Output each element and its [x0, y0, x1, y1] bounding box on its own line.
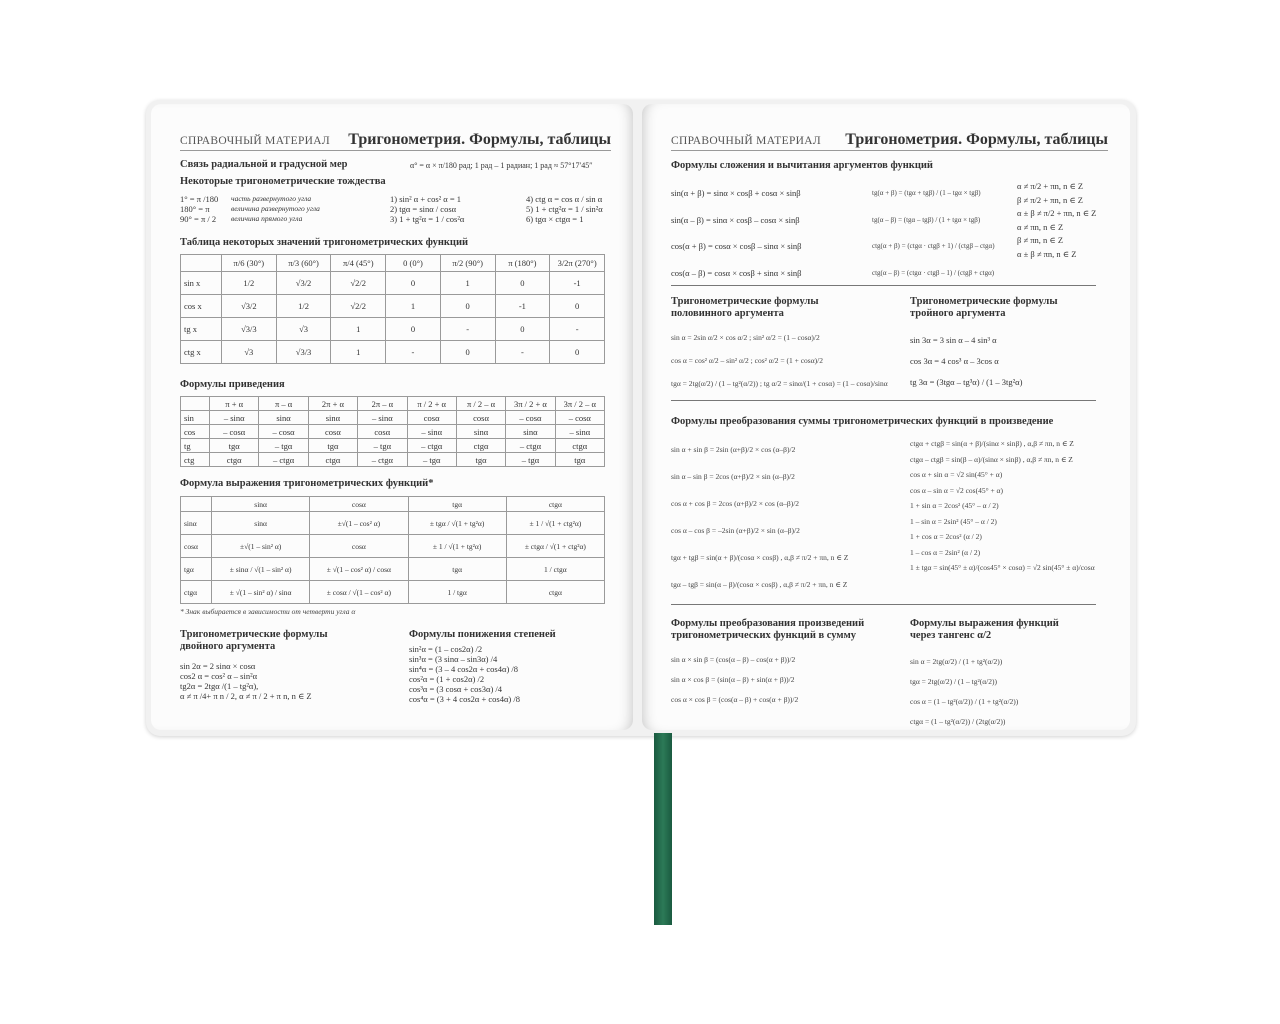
table-cell: 1 — [331, 341, 386, 364]
radian-heading: Связь радиальной и градусной мер — [180, 159, 348, 170]
table-cell: π (180°) — [495, 255, 550, 272]
product-sum-heading: Формулы преобразования произведений тригонометрических функций в сумму — [671, 618, 865, 641]
table-cell: sinα — [506, 425, 555, 439]
table-row-header: tgα — [181, 558, 212, 581]
identities-col3: 1) sin² α + cos² α = 1 2) tgα = sinα / cosα 3) 1 + tg²α = 1 / cos²α — [390, 194, 465, 224]
table-cell: √2/2 — [331, 295, 386, 318]
table-row — [181, 272, 605, 295]
table-row — [181, 535, 605, 558]
table-row-header — [181, 397, 210, 411]
left-page — [151, 104, 633, 730]
table-cell: – sinα — [210, 411, 259, 425]
table-cell: 0 — [550, 341, 605, 364]
table-row-header: cos — [181, 425, 210, 439]
table-cell: sinα — [456, 425, 505, 439]
table-cell: 1 — [331, 318, 386, 341]
table-header-row — [181, 255, 605, 272]
table-cell: – ctgα — [407, 439, 456, 453]
table-row-header: cos x — [181, 295, 222, 318]
addition-sin-cos: sin(α + β) = sinα × cosβ + cosα × sinβ sin(α – β) = sinα × cosβ – cosα × sinβ cos(α + β) = cosα × cosβ – sinα × sinβ cos(α – β) = cosα × cosβ + sinα × sinβ — [671, 188, 802, 278]
addition-heading: Формулы сложения и вычитания аргументов функций — [671, 160, 933, 171]
section-kind: СПРАВОЧНЫЙ МАТЕРИАЛ — [180, 135, 330, 147]
triple-formulas: sin 3α = 3 sin α – 4 sin³ α cos 3α = 4 cos³ α – 3cos α tg 3α = (3tgα – tg³α) / (1 – 3tg²α) — [910, 335, 1023, 387]
table-row — [181, 439, 605, 453]
table-cell: 0 — [440, 295, 495, 318]
table-row-header: sin x — [181, 272, 222, 295]
table-cell: ±√(1 – sin² α) — [212, 535, 310, 558]
half-heading: Тригонометрические формулы половинного аргумента — [671, 296, 819, 319]
triple-heading: Тригонометрические формулы тройного аргумента — [910, 296, 1058, 319]
power-heading: Формулы понижения степеней — [409, 629, 556, 640]
table-cell: – sinα — [358, 411, 407, 425]
table-cell: – cosα — [210, 425, 259, 439]
table-cell: π / 2 – α — [456, 397, 505, 411]
table-cell: tgα — [408, 558, 506, 581]
right-page — [642, 104, 1130, 730]
table-cell: -1 — [495, 295, 550, 318]
table-cell: ctgα — [555, 439, 604, 453]
table-cell: ±√(1 – cos² α) — [310, 512, 408, 535]
product-sum-formulas: sin α × sin β = (cos(α – β) – cos(α + β))/2 sin α × cos β = (sin(α – β) + sin(α + β))/2 cos α × cos β = (cos(α – β) + cos(α + β))/2 — [671, 655, 799, 704]
table-cell: π/3 (60°) — [276, 255, 331, 272]
table-row — [181, 318, 605, 341]
table-cell: ± √(1 – cos² α) / cosα — [310, 558, 408, 581]
table-cell: ± √(1 – sin² α) / sinα — [212, 581, 310, 604]
double-formulas: sin 2α = 2 sinα × cosα cos2 α = cos² α – sin²α tg2α = 2tgα /(1 – tg²α), α ≠ π /4+ π n / 2, α ≠ π / 2 + π n, n ∈ Z — [180, 661, 312, 701]
table-cell: ± 1 / √(1 + tg²α) — [408, 535, 506, 558]
table-row — [181, 425, 605, 439]
table-cell: - — [440, 318, 495, 341]
table-row-header: tg x — [181, 318, 222, 341]
reduction-heading: Формулы приведения — [180, 379, 285, 390]
table-cell: cosα — [308, 425, 357, 439]
table-cell: π/2 (90°) — [440, 255, 495, 272]
table-cell: ctgα — [506, 497, 604, 512]
table-row-header: ctg x — [181, 341, 222, 364]
table-row-header — [181, 497, 212, 512]
table-cell: – cosα — [506, 411, 555, 425]
reduction-table — [180, 396, 605, 467]
table-cell: – ctgα — [259, 453, 308, 467]
table-cell: √2/2 — [331, 272, 386, 295]
section-divider — [671, 604, 1096, 605]
table-cell: ± cosα / √(1 – cos² α) — [310, 581, 408, 604]
table-row — [181, 295, 605, 318]
table-cell: ctgα — [308, 453, 357, 467]
tangent-half-heading: Формулы выражения функций через тангенс α/2 — [910, 618, 1059, 641]
table-cell: – cosα — [259, 425, 308, 439]
table-cell: √3/2 — [222, 295, 277, 318]
table-cell: π + α — [210, 397, 259, 411]
double-heading: Тригонометрические формулы двойного аргумента — [180, 629, 328, 652]
table-cell: cosα — [358, 425, 407, 439]
table-row-header: sinα — [181, 512, 212, 535]
table-row-header: tg — [181, 439, 210, 453]
table-cell: 0 — [495, 318, 550, 341]
table-cell: cosα — [310, 535, 408, 558]
values-table — [180, 254, 605, 364]
ribbon-bookmark — [654, 733, 672, 925]
addition-tg-ctg: tg(α + β) = (tgα + tgβ) / (1 – tgα × tgβ) tg(α – β) = (tgα – tgβ) / (1 + tgα × tgβ) ctg(α + β) = (ctgα · ctgβ + 1) / (ctgβ – ctgα) ctg(α – β) = (ctgα · ctgβ – 1) / (ctgβ + ctgα) — [872, 189, 995, 277]
table-cell: – sinα — [407, 425, 456, 439]
identities-heading: Некоторые тригонометрические тождества — [180, 176, 386, 187]
table-cell: cosα — [310, 497, 408, 512]
table-cell: tgα — [408, 497, 506, 512]
table-cell: π/6 (30°) — [222, 255, 277, 272]
expression-table — [180, 496, 605, 604]
table-cell: tgα — [456, 453, 505, 467]
table-row — [181, 581, 605, 604]
table-cell: 1/2 — [276, 295, 331, 318]
table-cell: π / 2 + α — [407, 397, 456, 411]
power-formulas: sin²α = (1 – cos2α) /2 sin³α = (3 sinα – sin3α) /4 sin⁴α = (3 – 4 cos2α + cos4α) /8 cos²α = (1 + cos2α) /2 cos³α = (3 cosα + cos3α) /4 cos⁴α = (3 + 4 cos2α + cos4α) /8 — [409, 644, 520, 704]
table-cell: 0 — [440, 341, 495, 364]
table-row-header: cosα — [181, 535, 212, 558]
table-row-header — [181, 255, 222, 272]
table-header-row — [181, 497, 605, 512]
table-cell: ± sinα / √(1 – sin² α) — [212, 558, 310, 581]
table-cell: 0 — [495, 272, 550, 295]
table-cell: cosα — [407, 411, 456, 425]
table-row-header: ctg — [181, 453, 210, 467]
table-cell: – sinα — [555, 425, 604, 439]
table-cell: π/4 (45°) — [331, 255, 386, 272]
table-cell: 0 — [386, 318, 441, 341]
table-cell: sinα — [308, 411, 357, 425]
page-title: Тригонометрия. Формулы, таблицы — [348, 131, 611, 148]
table-cell: – ctgα — [358, 453, 407, 467]
identities-col1: 1° = π /180 180° = π 90° = π / 2 — [180, 194, 219, 224]
table-cell: 1/2 — [222, 272, 277, 295]
table-cell: cosα — [456, 411, 505, 425]
section-divider — [671, 400, 1096, 401]
table-cell: - — [386, 341, 441, 364]
table-cell: 1 / tgα — [408, 581, 506, 604]
table-row — [181, 453, 605, 467]
table-cell: ± tgα / √(1 + tg²α) — [408, 512, 506, 535]
table-row-header: sin — [181, 411, 210, 425]
identities-col2: часть развернутого угла величина развернутого угла величина прямого угла — [231, 194, 320, 223]
table-cell: √3 — [276, 318, 331, 341]
table-row — [181, 512, 605, 535]
table-cell: -1 — [550, 272, 605, 295]
table-cell: ± 1 / √(1 + ctg²α) — [506, 512, 604, 535]
table-cell: 1 — [386, 295, 441, 318]
table-cell: - — [495, 341, 550, 364]
right-page-header — [671, 128, 1108, 151]
table-cell: 2π + α — [308, 397, 357, 411]
table-cell: sinα — [212, 497, 310, 512]
table-cell: 1 / ctgα — [506, 558, 604, 581]
table-cell: ± ctgα / √(1 + ctg²α) — [506, 535, 604, 558]
table-header-row — [181, 397, 605, 411]
sum-product-heading: Формулы преобразования суммы тригонометрических функций в произведение — [671, 416, 1054, 427]
section-divider — [671, 285, 1096, 286]
table-cell: π – α — [259, 397, 308, 411]
table-cell: 0 — [550, 295, 605, 318]
open-notebook — [146, 100, 1136, 736]
table-cell: – tgα — [259, 439, 308, 453]
table-row-header: ctgα — [181, 581, 212, 604]
table-cell: √3/3 — [222, 318, 277, 341]
table-cell: √3/3 — [276, 341, 331, 364]
table-cell: 3π / 2 + α — [506, 397, 555, 411]
table-cell: 2π – α — [358, 397, 407, 411]
identities-col4: 4) ctg α = cos α / sin α 5) 1 + ctg²α = 1 / sin²α 6) tgα × ctgα = 1 — [526, 194, 603, 224]
values-table-heading: Таблица некоторых значений тригонометрических функций — [180, 237, 469, 248]
sum-product-right: ctgα + ctgβ = sin(α + β)/(sinα × sinβ) , α,β ≠ πn, n ∈ Z ctgα – ctgβ = sin(β – α)/(sinα × sinβ) , α,β ≠ πn, n ∈ Z cos α + sin α = √2 sin(45° + α) cos α – sin α = √2 cos(45° + α) 1 + sin α = 2cos² (45° – α / 2) 1 – sin α = 2sin² (45° – α / 2) 1 + cos α = 2cos² (α / 2) 1 – cos α = 2sin² (α / 2) 1 ± tgα = sin(45° ± α)/(cos45° × cosα) = √2 sin(45° ± α)/cosα — [910, 439, 1095, 572]
table-cell: ctgα — [506, 581, 604, 604]
half-formulas: sin α = 2sin α/2 × cos α/2 ; sin² α/2 = (1 – cosα)/2 cos α = cos² α/2 – sin² α/2 ; cos² α/2 = (1 + cosα)/2 tgα = 2tg(α/2) / (1 – tg²(α/2)) ; tg α/2 = sinα/(1 + cosα) = (1 – cosα)/sinα — [671, 333, 888, 388]
table-cell: ctgα — [210, 453, 259, 467]
table-cell: tgα — [210, 439, 259, 453]
left-page-header — [180, 128, 611, 151]
sum-product-left: sin α + sin β = 2sin (α+β)/2 × cos (α–β)/2 sin α – sin β = 2cos (α+β)/2 × sin (α–β)/2 cos α + cos β = 2cos (α+β)/2 × cos (α–β)/2 cos α – cos β = –2sin (α+β)/2 × sin (α–β)/2 tgα + tgβ = sin(α + β)/(cosα × cosβ) , α,β ≠ π/2 + πn, n ∈ Z tgα – tgβ = sin(α – β)/(cosα × cosβ) , α,β ≠ π/2 + πn, n ∈ Z — [671, 445, 849, 589]
table-cell: tgα — [555, 453, 604, 467]
tangent-half-formulas: sin α = 2tg(α/2) / (1 + tg²(α/2)) tgα = 2tg(α/2) / (1 – tg²(α/2)) cos α = (1 – tg²(α/2)) / (1 + tg²(α/2)) ctgα = (1 – tg²(α/2)) / (2tg(α/2)) — [910, 657, 1019, 726]
radian-formula: α° = α × π/180 рад; 1 рад – 1 радиан; 1 рад ≈ 57°17′45″ — [410, 161, 593, 170]
table-row — [181, 558, 605, 581]
table-cell: √3 — [222, 341, 277, 364]
table-cell: √3/2 — [276, 272, 331, 295]
table-cell: 1 — [440, 272, 495, 295]
section-kind: СПРАВОЧНЫЙ МАТЕРИАЛ — [671, 135, 821, 147]
table-cell: sinα — [259, 411, 308, 425]
table-cell: - — [550, 318, 605, 341]
table-cell: – ctgα — [506, 439, 555, 453]
table-cell: – tgα — [407, 453, 456, 467]
expression-heading: Формула выражения тригонометрических функций* — [180, 478, 434, 489]
table-cell: ctgα — [456, 439, 505, 453]
table-row — [181, 341, 605, 364]
addition-conditions: α ≠ π/2 + πn, n ∈ Z β ≠ π/2 + πn, n ∈ Z α ± β ≠ π/2 + πn, n ∈ Z α ≠ πn, n ∈ Z β ≠ πn, n ∈ Z α ± β ≠ πn, n ∈ Z — [1017, 181, 1097, 259]
expression-note: * Знак выбирается в зависимости от четверти угла α — [180, 607, 356, 616]
table-cell: – tgα — [358, 439, 407, 453]
table-cell: tgα — [308, 439, 357, 453]
table-cell: – tgα — [506, 453, 555, 467]
page-title: Тригонометрия. Формулы, таблицы — [845, 131, 1108, 148]
table-cell: 0 (0°) — [386, 255, 441, 272]
table-cell: sinα — [212, 512, 310, 535]
table-cell: 0 — [386, 272, 441, 295]
table-cell: 3π / 2 – α — [555, 397, 604, 411]
table-row — [181, 411, 605, 425]
table-cell: 3/2π (270°) — [550, 255, 605, 272]
table-cell: – cosα — [555, 411, 604, 425]
